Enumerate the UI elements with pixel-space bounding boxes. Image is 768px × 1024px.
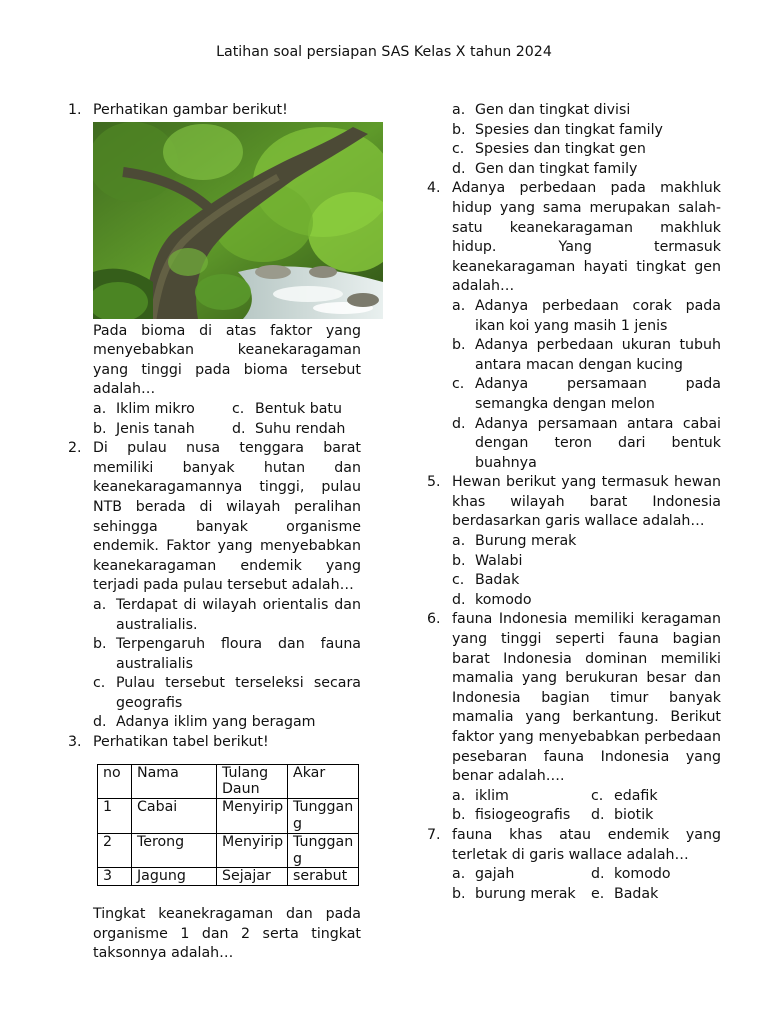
option-a — [93, 596, 361, 635]
option-letter: d. — [232, 420, 246, 437]
table-cell: 2 — [98, 833, 132, 868]
option-a — [452, 787, 591, 807]
option-b — [452, 806, 591, 826]
question-number: 1. — [68, 102, 82, 118]
question-3 — [68, 733, 361, 964]
option-d — [452, 591, 721, 611]
option-b — [452, 121, 721, 141]
options-row — [93, 400, 361, 420]
option-text: Adanya perbedaan ukuran tubuh antara macan dengan kucing — [475, 337, 721, 373]
option-b — [452, 552, 721, 572]
option-text: Badak — [614, 885, 659, 902]
question-text: fauna Indonesia memiliki keragaman yang tinggi seperti fauna bagian barat Indonesia dominan memiliki mamalia yang berukuran besar dan Indonesia bagian timur banyak mamalia yang berkantung. Berikut faktor yang menyebabkan perbedaan pesebaran fauna Indonesia yang benar adalah…. — [452, 611, 721, 785]
left-column — [68, 101, 361, 964]
option-b — [452, 336, 721, 375]
option-c — [452, 140, 721, 160]
option-letter: a. — [452, 866, 466, 883]
option-text: gajah — [475, 866, 515, 883]
option-text: biotik — [614, 807, 654, 824]
option-letter: b. — [452, 885, 466, 902]
option-text: Iklim mikro — [116, 400, 195, 417]
options-row — [452, 787, 721, 807]
table-header-cell: no — [98, 764, 132, 799]
option-letter: a. — [93, 400, 107, 417]
question-prompt: Perhatikan gambar berikut! — [93, 102, 288, 118]
option-a — [452, 101, 721, 121]
question-4 — [427, 179, 721, 473]
option-letter: d. — [452, 160, 466, 177]
question-2 — [68, 439, 361, 733]
right-column — [427, 101, 721, 904]
table-cell: Cabai — [132, 799, 217, 834]
option-d — [93, 713, 361, 733]
options-row — [452, 806, 721, 826]
question-text: Adanya perbedaan pada makhluk hidup yang sama merupakan salah-satu keanekaragaman makhluk hidup. Yang termasuk keanekaragaman hayati tingkat gen adalah… — [452, 180, 721, 295]
option-text: Walabi — [475, 552, 523, 569]
option-letter: a. — [452, 102, 466, 118]
option-text: Bentuk batu — [255, 400, 342, 417]
option-letter: c. — [452, 572, 465, 589]
option-text: Terdapat di wilayah orientalis dan australialis. — [116, 596, 361, 633]
question-7 — [427, 826, 721, 904]
question-5 — [427, 473, 721, 610]
option-text: Spesies dan tingkat family — [475, 121, 663, 138]
option-letter: b. — [452, 552, 466, 569]
question-1 — [68, 101, 361, 439]
question-number: 2. — [68, 440, 82, 457]
option-c — [452, 375, 721, 414]
option-a — [452, 865, 591, 885]
option-text: Gen dan tingkat family — [475, 160, 638, 177]
option-letter: d. — [452, 591, 466, 608]
table-cell: 3 — [98, 868, 132, 886]
question-number: 3. — [68, 734, 82, 751]
option-d — [232, 420, 345, 440]
table-cell: Terong — [132, 833, 217, 868]
option-text: fisiogeografis — [475, 807, 571, 824]
question-number: 5. — [427, 474, 441, 491]
option-letter: c. — [452, 141, 465, 158]
table-row — [98, 833, 359, 868]
option-letter: d. — [591, 807, 605, 824]
question-text: Di pulau nusa tenggara barat memiliki banyak hutan dan keanekaragamannya tinggi, pulau NTB berada di wilayah peralihan sehingga banyak organisme endemik. Faktor yang menyebabkan keanekaragaman endemik yang terjadi pada pulau tersebut adalah… — [93, 440, 361, 594]
option-c — [452, 571, 721, 591]
option-text: Pulau tersebut terseleksi secara geografis — [116, 675, 361, 711]
option-letter: a. — [452, 297, 466, 314]
question-6 — [427, 610, 721, 826]
option-text: Burung merak — [475, 533, 577, 550]
option-text: edafik — [614, 787, 658, 804]
option-d — [452, 160, 721, 180]
option-letter: c. — [452, 376, 465, 393]
option-letter: a. — [452, 533, 466, 550]
option-letter: b. — [452, 337, 466, 354]
option-c — [591, 787, 658, 807]
option-letter: c. — [93, 675, 106, 692]
question-text: Hewan berikut yang termasuk hewan khas wilayah barat Indonesia berdasarkan garis wallace adalah… — [452, 474, 721, 530]
option-b — [93, 635, 361, 674]
question-number: 4. — [427, 180, 441, 197]
options-row — [452, 865, 721, 885]
table-header-cell: Nama — [132, 764, 217, 799]
option-text: Adanya iklim yang beragam — [116, 714, 316, 731]
table-header-cell: Tulang Daun — [217, 764, 288, 799]
option-text: Badak — [475, 572, 520, 589]
option-letter: d. — [93, 714, 107, 731]
table-cell: Tunggang — [288, 833, 359, 868]
table-row — [98, 868, 359, 886]
question-number: 7. — [427, 826, 441, 843]
option-letter: c. — [591, 787, 604, 804]
question-text: fauna khas atau endemik yang terletak di garis wallace adalah… — [452, 826, 721, 863]
option-letter: c. — [232, 400, 245, 417]
table-cell: Jagung — [132, 868, 217, 886]
table-cell: 1 — [98, 799, 132, 834]
data-table — [97, 764, 359, 887]
table-cell: Menyirip — [217, 833, 288, 868]
table-header-row — [98, 764, 359, 799]
option-letter: b. — [93, 420, 107, 437]
option-text: komodo — [614, 866, 671, 883]
table-cell: Menyirip — [217, 799, 288, 834]
options-row — [93, 420, 361, 440]
option-c — [93, 674, 361, 713]
page-title: Latihan soal persiapan SAS Kelas X tahun 2024 — [216, 44, 552, 60]
option-text: iklim — [475, 787, 509, 804]
question-text: Pada bioma di atas faktor yang menyebabkan keanekaragaman yang tinggi pada bioma tersebut adalah… — [93, 322, 361, 398]
option-a — [93, 400, 232, 420]
option-letter: b. — [452, 807, 466, 824]
option-letter: a. — [93, 596, 107, 613]
question-3-options — [427, 101, 721, 179]
option-letter: d. — [591, 866, 605, 883]
option-text: Adanya persamaan antara cabai dengan teron dari bentuk buahnya — [475, 415, 721, 471]
option-d — [591, 806, 653, 826]
table-cell: serabut — [288, 868, 359, 886]
option-text: Adanya persamaan pada semangka dengan melon — [475, 376, 721, 412]
table-header-cell: Akar — [288, 764, 359, 799]
option-text: Adanya perbedaan corak pada ikan koi yang masih 1 jenis — [475, 297, 721, 334]
question-prompt: Perhatikan tabel berikut! — [93, 734, 269, 751]
option-letter: b. — [452, 121, 466, 138]
option-letter: e. — [591, 885, 605, 902]
question-text: Tingkat keanekragaman dan pada organisme 1 dan 2 serta tingkat taksonnya adalah… — [93, 906, 361, 962]
option-letter: d. — [452, 415, 466, 432]
forest-river-photo — [93, 122, 383, 319]
option-text: Spesies dan tingkat gen — [475, 141, 646, 158]
option-letter: a. — [452, 787, 466, 804]
option-a — [452, 532, 721, 552]
table-row — [98, 799, 359, 834]
table-cell: Tunggang — [288, 799, 359, 834]
table-cell: Sejajar — [217, 868, 288, 886]
option-c — [232, 400, 342, 420]
question-number: 6. — [427, 611, 441, 628]
option-b — [452, 885, 591, 905]
option-text: Suhu rendah — [255, 420, 346, 437]
option-text: komodo — [475, 591, 532, 608]
option-d — [591, 865, 671, 885]
option-text: Terpengaruh floura dan fauna australialis — [116, 636, 361, 672]
option-letter: b. — [93, 636, 107, 653]
option-a — [452, 297, 721, 336]
option-e — [591, 885, 658, 905]
option-b — [93, 420, 232, 440]
option-text: Gen dan tingkat divisi — [475, 102, 631, 118]
options-row — [452, 885, 721, 905]
option-text: burung merak — [475, 885, 576, 902]
option-text: Jenis tanah — [116, 420, 195, 437]
option-d — [452, 415, 721, 474]
